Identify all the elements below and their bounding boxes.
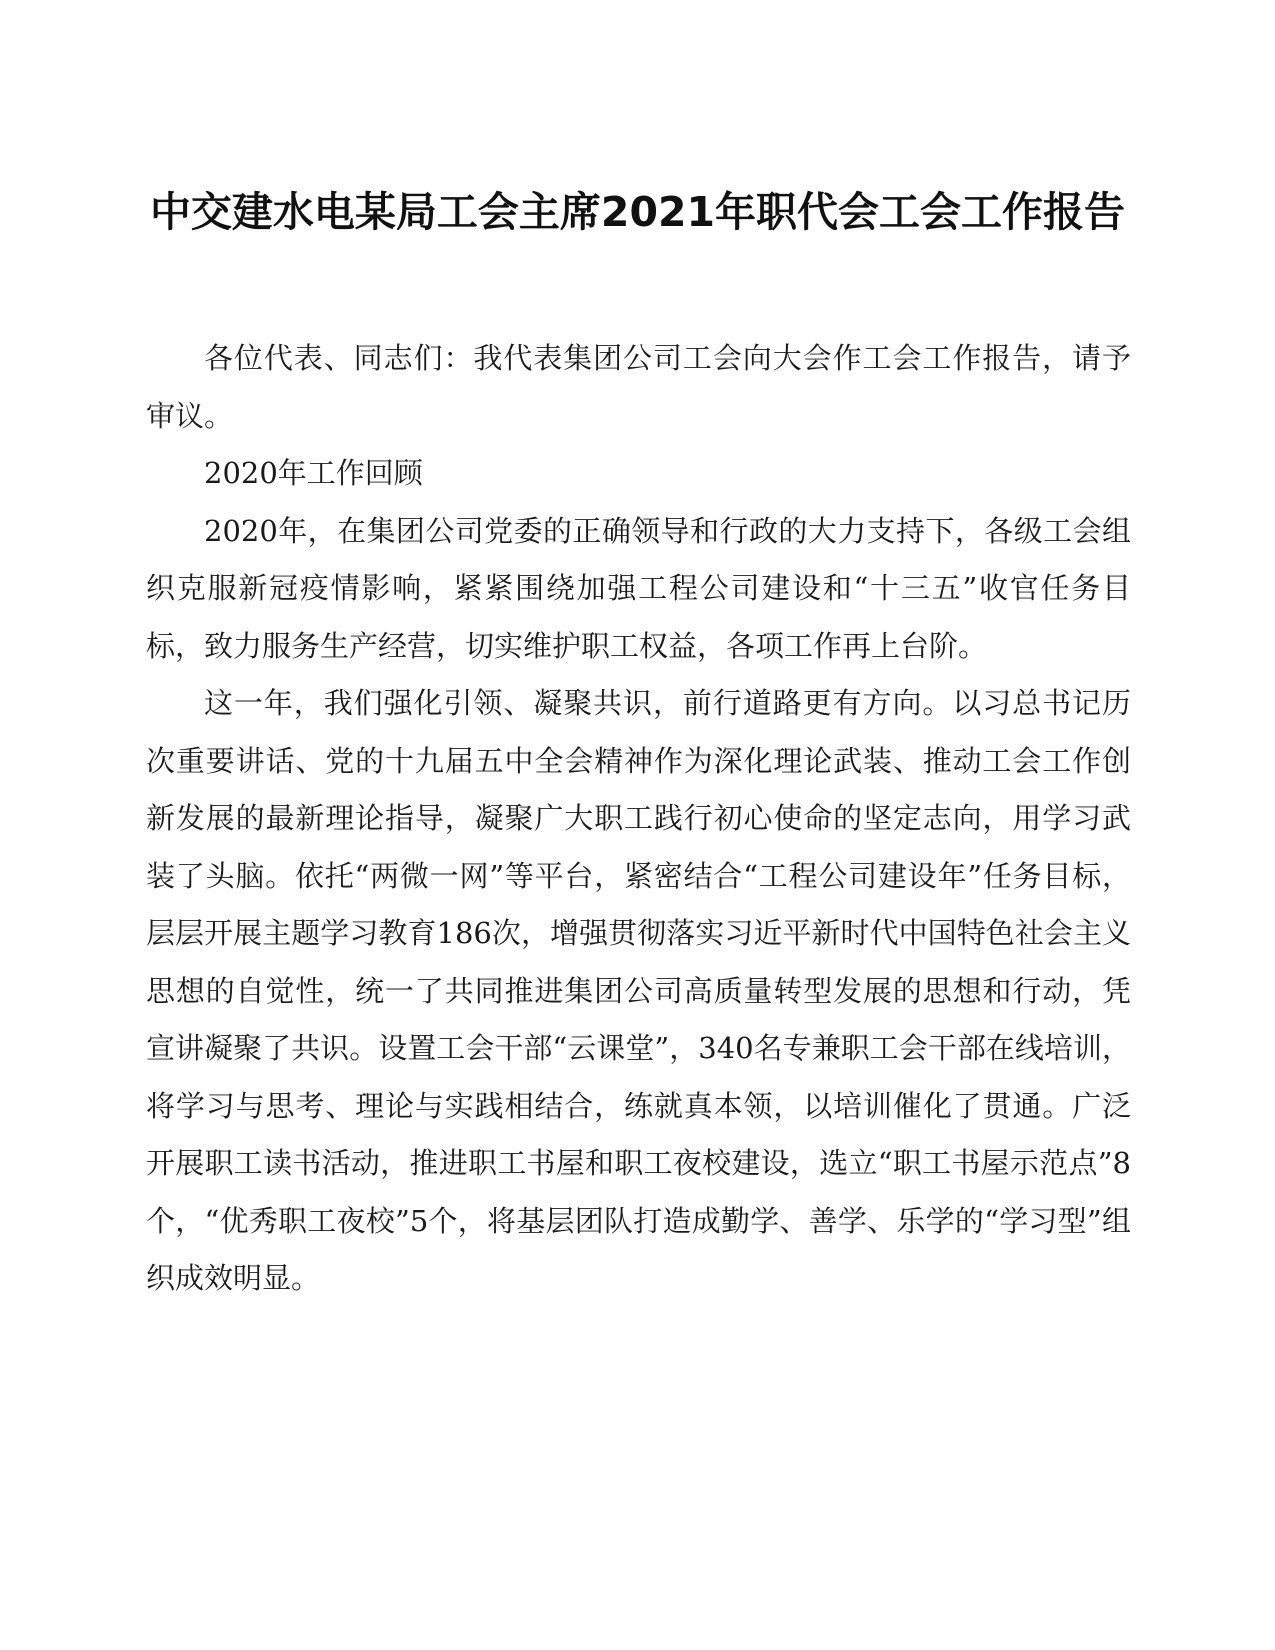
document-body [146, 330, 1131, 1308]
document-title: 中交建水电某局工会主席2021年职代会工会工作报告 [149, 188, 1126, 236]
paragraph-greeting: 各位代表、同志们：我代表集团公司工会向大会作工会工作报告，请予审议。 [146, 341, 1131, 433]
paragraph-overview: 2020年，在集团公司党委的正确领导和行政的大力支持下，各级工会组织克服新冠疫情影响，紧紧围绕加强工程公司建设和“十三五”收官任务目标，致力服务生产经营，切实维护职工权益，各项工作再上台阶。 [146, 513, 1131, 663]
paragraph-study: 这一年，我们强化引领、凝聚共识，前行道路更有方向。以习总书记历次重要讲话、党的十九届五中全会精神作为深化理论武装、推动工会工作创新发展的最新理论指导，凝聚广大职工践行初心使命的坚定志向，用学习武装了头脑。依托“两微一网”等平台，紧密结合“工程公司建设年”任务目标，层层开展主题学习教育186次，增强贯彻落实习近平新时代中国特色社会主义思想的自觉性，统一了共同推进集团公司高质量转型发展的思想和行动，凭宣讲凝聚了共识。设置工会干部“云课堂”，340名专兼职工会干部在线培训，将学习与思考、理论与实践相结合，练就真本领，以培训催化了贯通。广泛开展职工读书活动，推进职工书屋和职工夜校建设，选立“职工书屋示范点”8个，“优秀职工夜校”5个，将基层团队打造成勤学、善学、乐学的“学习型”组织成效明显。 [146, 686, 1131, 1295]
section-heading-review: 2020年工作回顾 [204, 456, 423, 490]
